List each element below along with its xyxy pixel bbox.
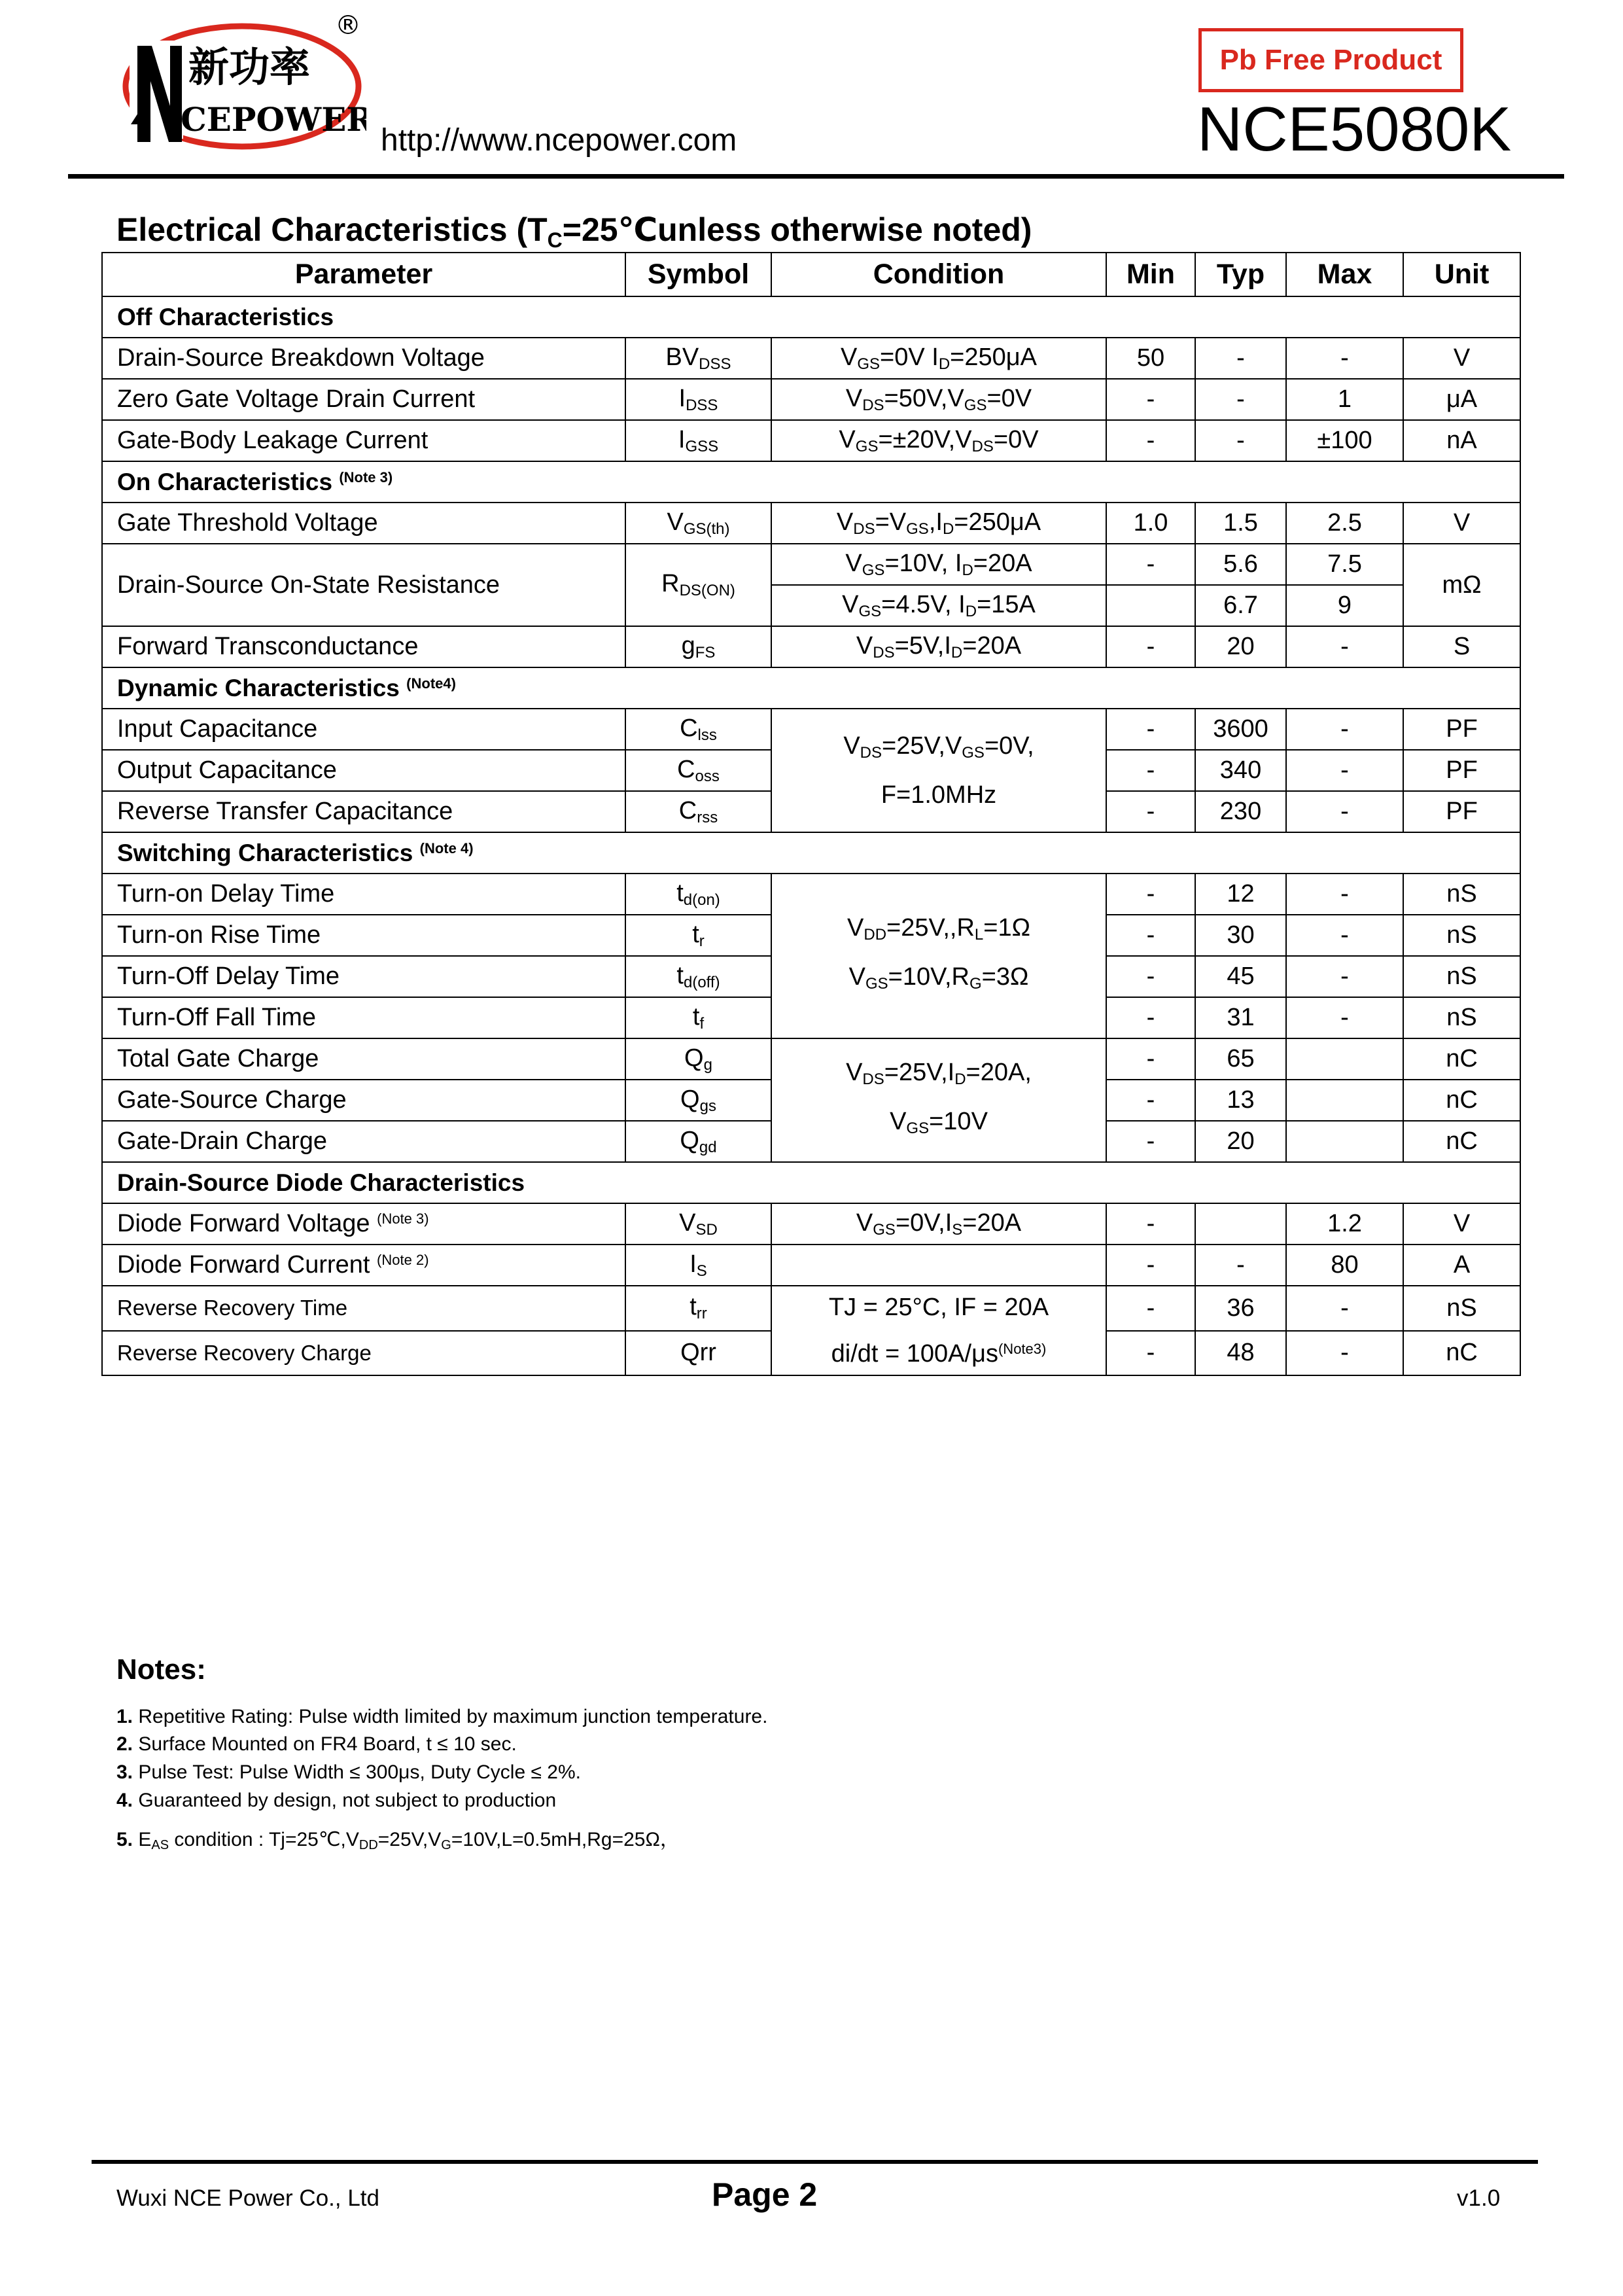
typ-cell: 20: [1195, 626, 1286, 667]
min-cell: -: [1106, 420, 1195, 461]
min-cell: -: [1106, 750, 1195, 791]
min-cell: -: [1106, 997, 1195, 1038]
website-url[interactable]: http://www.ncepower.com: [381, 123, 737, 158]
section-row-diode: [102, 1162, 1520, 1203]
min-cell: -: [1106, 874, 1195, 915]
unit-cell: nA: [1403, 420, 1520, 461]
condition-cell: $V_{DS}=V_{GS},I_D=250\mu A$: [771, 503, 1106, 544]
condition-cell: $V_{DS}=5V,I_D=20A$: [771, 626, 1106, 667]
unit-cell: nS: [1403, 1286, 1520, 1331]
unit-cell: PF: [1403, 709, 1520, 750]
param-cell: Input Capacitance: [102, 709, 625, 750]
header-divider: [68, 174, 1564, 179]
condition-cell: $V_{GS}=0V$ $I_D=250\mu A$: [771, 338, 1106, 379]
max-cell: [1286, 1038, 1403, 1080]
table-row: [102, 1245, 1520, 1286]
param-cell: Turn-Off Fall Time: [102, 997, 625, 1038]
pb-free-badge: Pb Free Product: [1198, 28, 1463, 92]
col-header-typ: Typ: [1195, 253, 1286, 296]
min-cell: 1.0: [1106, 503, 1195, 544]
max-cell: -: [1286, 1286, 1403, 1331]
min-cell: -: [1106, 379, 1195, 420]
notes-title: Notes:: [116, 1653, 206, 1686]
max-cell: 80: [1286, 1245, 1403, 1286]
unit-cell: nC: [1403, 1038, 1520, 1080]
note-item: 4. Guaranteed by design, not subject to production: [116, 1790, 557, 1811]
table-row: [102, 709, 1520, 750]
max-cell: 1: [1286, 379, 1403, 420]
symbol-cell: $C_{rss}$: [625, 791, 771, 832]
param-cell: Total Gate Charge: [102, 1038, 625, 1080]
section-row-off: [102, 296, 1520, 338]
typ-cell: 12: [1195, 874, 1286, 915]
section-row-dynamic: [102, 667, 1520, 709]
table-row: [102, 503, 1520, 544]
col-header-condition: Condition: [771, 253, 1106, 296]
typ-cell: 3600: [1195, 709, 1286, 750]
max-cell: [1286, 1121, 1403, 1162]
symbol-cell: $I_{GSS}$: [625, 420, 771, 461]
max-cell: ±100: [1286, 420, 1403, 461]
param-cell: Gate-Body Leakage Current: [102, 420, 625, 461]
typ-cell: 5.6: [1195, 544, 1286, 585]
max-cell: 2.5: [1286, 503, 1403, 544]
max-cell: [1286, 1080, 1403, 1121]
max-cell: -: [1286, 338, 1403, 379]
min-cell: -: [1106, 1121, 1195, 1162]
typ-cell: 30: [1195, 915, 1286, 956]
section-label: Dynamic Characteristics $^{(Note4)}$: [102, 667, 1520, 709]
max-cell: -: [1286, 956, 1403, 997]
param-cell: Gate-Drain Charge: [102, 1121, 625, 1162]
condition-cell: [771, 1245, 1106, 1286]
note-item: 2. Surface Mounted on FR4 Board, t ≤ 10 sec.: [116, 1733, 517, 1755]
unit-cell: nS: [1403, 874, 1520, 915]
typ-cell: -: [1195, 420, 1286, 461]
unit-cell: nC: [1403, 1331, 1520, 1376]
typ-cell: 65: [1195, 1038, 1286, 1080]
typ-cell: 6.7: [1195, 585, 1286, 626]
unit-cell: S: [1403, 626, 1520, 667]
section-label: On Characteristics $^{(Note 3)}$: [102, 461, 1520, 503]
svg-text:CEPOWER: CEPOWER: [181, 100, 366, 139]
max-cell: -: [1286, 915, 1403, 956]
param-cell: Gate-Source Charge: [102, 1080, 625, 1121]
col-header-symbol: Symbol: [625, 253, 771, 296]
page-number: Page 2: [712, 2176, 818, 2213]
max-cell: -: [1286, 997, 1403, 1038]
min-cell: -: [1106, 709, 1195, 750]
symbol-cell: $V_{GS(th)}$: [625, 503, 771, 544]
section-row-switching: [102, 832, 1520, 874]
typ-cell: 13: [1195, 1080, 1286, 1121]
symbol-cell: $R_{DS(ON)}$: [625, 544, 771, 626]
min-cell: -: [1106, 956, 1195, 997]
max-cell: 9: [1286, 585, 1403, 626]
param-cell: Reverse Transfer Capacitance: [102, 791, 625, 832]
param-cell: Output Capacitance: [102, 750, 625, 791]
min-cell: -: [1106, 1245, 1195, 1286]
footer-divider: [92, 2160, 1538, 2164]
unit-cell: A: [1403, 1245, 1520, 1286]
typ-cell: 340: [1195, 750, 1286, 791]
table-row: [102, 874, 1520, 915]
min-cell: -: [1106, 915, 1195, 956]
symbol-cell: $t_{d(off)}$: [625, 956, 771, 997]
max-cell: -: [1286, 750, 1403, 791]
unit-cell: V: [1403, 503, 1520, 544]
max-cell: 1.2: [1286, 1203, 1403, 1245]
symbol-cell: $Q_{gs}$: [625, 1080, 771, 1121]
param-cell: Diode Forward Voltage $^{(Note 3)}$: [102, 1203, 625, 1245]
param-cell: Drain-Source Breakdown Voltage: [102, 338, 625, 379]
min-cell: -: [1106, 1038, 1195, 1080]
table-header-row: [102, 253, 1520, 296]
col-header-max: Max: [1286, 253, 1403, 296]
condition-cell: TJ = 25°C, IF = 20A $di/dt = 100A/\mu s^{(Note3)}$: [771, 1286, 1106, 1375]
unit-cell: PF: [1403, 791, 1520, 832]
footer-company: Wuxi NCE Power Co., Ltd: [116, 2185, 379, 2211]
max-cell: -: [1286, 626, 1403, 667]
section-title: Electrical Characteristics ($T_C=25℃unless$ otherwise noted): [116, 211, 1032, 252]
svg-text:新功率: 新功率: [188, 43, 311, 91]
section-label: Off Characteristics: [102, 296, 1520, 338]
param-cell: Turn-on Rise Time: [102, 915, 625, 956]
svg-text:®: ®: [335, 10, 361, 41]
unit-cell: nC: [1403, 1080, 1520, 1121]
typ-cell: 1.5: [1195, 503, 1286, 544]
condition-cell: $V_{GS}=\pm 20V,V_{DS}=0V$: [771, 420, 1106, 461]
table-row: [102, 1203, 1520, 1245]
condition-cell: $V_{GS}=0V,I_S=20A$: [771, 1203, 1106, 1245]
param-cell: Gate Threshold Voltage: [102, 503, 625, 544]
symbol-cell: $V_{SD}$: [625, 1203, 771, 1245]
param-cell: Zero Gate Voltage Drain Current: [102, 379, 625, 420]
symbol-cell: $BV_{DSS}$: [625, 338, 771, 379]
typ-cell: 45: [1195, 956, 1286, 997]
section-row-on: [102, 461, 1520, 503]
section-label: Switching Characteristics $^{(Note 4)}$: [102, 832, 1520, 874]
unit-cell: nS: [1403, 956, 1520, 997]
symbol-cell: $t_f$: [625, 997, 771, 1038]
min-cell: -: [1106, 544, 1195, 585]
max-cell: -: [1286, 874, 1403, 915]
max-cell: -: [1286, 709, 1403, 750]
part-number: NCE5080K: [1197, 94, 1512, 164]
condition-cell: $V_{DS}=25V,I_D=20A$, $V_{GS}=10V$: [771, 1038, 1106, 1162]
typ-cell: -: [1195, 338, 1286, 379]
symbol-cell: $C_{oss}$: [625, 750, 771, 791]
condition-cell: $V_{GS}=4.5V$, $I_D=15A$: [771, 585, 1106, 626]
section-label: Drain-Source Diode Characteristics: [102, 1162, 1520, 1203]
col-header-parameter: Parameter: [102, 253, 625, 296]
typ-cell: 230: [1195, 791, 1286, 832]
typ-cell: -: [1195, 1245, 1286, 1286]
col-header-min: Min: [1106, 253, 1195, 296]
symbol-cell: $t_r$: [625, 915, 771, 956]
max-cell: -: [1286, 791, 1403, 832]
note-item: 3. Pulse Test: Pulse Width ≤ 300μs, Duty Cycle ≤ 2%.: [116, 1761, 581, 1783]
unit-cell: μA: [1403, 379, 1520, 420]
col-header-unit: Unit: [1403, 253, 1520, 296]
symbol-cell: $g_{FS}$: [625, 626, 771, 667]
unit-cell: nC: [1403, 1121, 1520, 1162]
condition-cell: $V_{DS}=50V,V_{GS}=0V$: [771, 379, 1106, 420]
min-cell: -: [1106, 791, 1195, 832]
symbol-cell: $Q_{gd}$: [625, 1121, 771, 1162]
table-row: [102, 544, 1520, 585]
symbol-cell: $Q_g$: [625, 1038, 771, 1080]
typ-cell: 20: [1195, 1121, 1286, 1162]
table-row: [102, 1038, 1520, 1080]
unit-cell: PF: [1403, 750, 1520, 791]
typ-cell: [1195, 1203, 1286, 1245]
unit-cell: mΩ: [1403, 544, 1520, 626]
param-cell: Reverse Recovery Charge: [102, 1331, 625, 1376]
symbol-cell: $t_{d(on)}$: [625, 874, 771, 915]
min-cell: -: [1106, 1203, 1195, 1245]
param-cell: Diode Forward Current $^{(Note 2)}$: [102, 1245, 625, 1286]
note-item: 1. Repetitive Rating: Pulse width limited by maximum junction temperature.: [116, 1706, 768, 1727]
symbol-cell: $I_S$: [625, 1245, 771, 1286]
unit-cell: V: [1403, 1203, 1520, 1245]
typ-cell: 36: [1195, 1286, 1286, 1331]
min-cell: [1106, 585, 1195, 626]
typ-cell: -: [1195, 379, 1286, 420]
condition-cell: $V_{DD}=25V,,R_L=1\Omega$ $V_{GS}=10V,R_G=3\Omega$: [771, 874, 1106, 1038]
unit-cell: nS: [1403, 997, 1520, 1038]
company-logo: [118, 8, 366, 153]
table-row: [102, 338, 1520, 379]
table-row: [102, 626, 1520, 667]
param-cell: Forward Transconductance: [102, 626, 625, 667]
min-cell: -: [1106, 626, 1195, 667]
min-cell: 50: [1106, 338, 1195, 379]
max-cell: 7.5: [1286, 544, 1403, 585]
electrical-characteristics-table: [101, 252, 1521, 1376]
symbol-cell: $C_{lss}$: [625, 709, 771, 750]
param-cell: Turn-Off Delay Time: [102, 956, 625, 997]
table-row: [102, 1286, 1520, 1331]
min-cell: -: [1106, 1080, 1195, 1121]
note-item: 5. $E_{AS}$ condition : $Tj=25℃,V_{DD}=25V,V_G=10V,L=0.5mH,Rg=25\Omega$，: [116, 1829, 680, 1852]
symbol-cell: $t_{rr}$: [625, 1286, 771, 1331]
min-cell: -: [1106, 1331, 1195, 1376]
symbol-cell: Qrr: [625, 1331, 771, 1376]
unit-cell: nS: [1403, 915, 1520, 956]
unit-cell: V: [1403, 338, 1520, 379]
symbol-cell: $I_{DSS}$: [625, 379, 771, 420]
typ-cell: 48: [1195, 1331, 1286, 1376]
table-row: [102, 379, 1520, 420]
max-cell: -: [1286, 1331, 1403, 1376]
table-row: [102, 420, 1520, 461]
document-version: v1.0: [1457, 2185, 1501, 2211]
min-cell: -: [1106, 1286, 1195, 1331]
condition-cell: $V_{GS}=10V$, $I_D=20A$: [771, 544, 1106, 585]
param-cell: Drain-Source On-State Resistance: [102, 544, 625, 626]
typ-cell: 31: [1195, 997, 1286, 1038]
param-cell: Turn-on Delay Time: [102, 874, 625, 915]
condition-cell: $V_{DS}=25V,V_{GS}=0V$, F=1.0MHz: [771, 709, 1106, 832]
param-cell: Reverse Recovery Time: [102, 1286, 625, 1331]
